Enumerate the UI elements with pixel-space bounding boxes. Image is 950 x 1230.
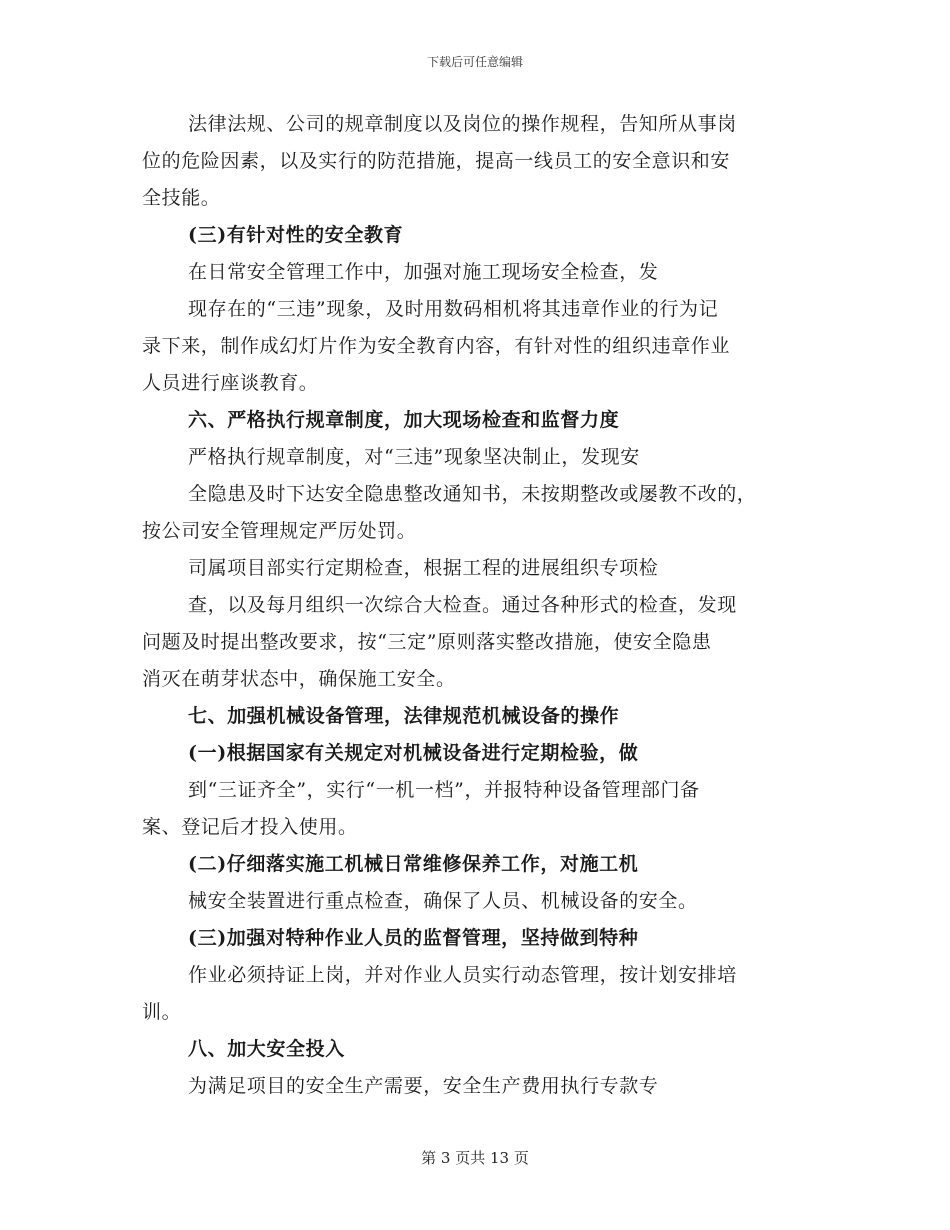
section-heading: (三)有针对性的安全教育 (188, 224, 404, 246)
paragraph-line: 在日常安全管理工作中，加强对施工现场安全检查，发 (188, 261, 659, 283)
document-body (142, 106, 812, 1105)
paragraph-line: 人员进行座谈教育。 (142, 372, 319, 394)
section-heading: 六、严格执行规章制度，加大现场检查和监督力度 (188, 409, 620, 431)
paragraph-line: 消灭在萌芽状态中，确保施工安全。 (142, 668, 456, 690)
section-heading: (三)加强对特种作业人员的监督管理，坚持做到特种 (188, 927, 639, 949)
paragraph-line: 录下来，制作成幻灯片作为安全教育内容，有针对性的组织违章作业 (142, 335, 731, 357)
paragraph-line: 问题及时提出整改要求，按“三定”原则落实整改措施，使安全隐患 (142, 631, 712, 653)
paragraph-line: 为满足项目的安全生产需要，安全生产费用执行专款专 (188, 1075, 659, 1097)
paragraph-line: 司属项目部实行定期检查，根据工程的进展组织专项检 (188, 557, 659, 579)
paragraph-line: 法律法规、公司的规章制度以及岗位的操作规程，告知所从事岗 (188, 113, 737, 135)
section-heading: 八、加大安全投入 (188, 1038, 345, 1060)
paragraph-line: 械安全装置进行重点检查，确保了人员、机械设备的安全。 (188, 890, 698, 912)
paragraph-line: 案、登记后才投入使用。 (142, 816, 358, 838)
paragraph-line: 作业必须持证上岗，并对作业人员实行动态管理，按计划安排培 (188, 964, 737, 986)
page-footer: 第 3 页共 13 页 (421, 1149, 529, 1167)
page-header: 下载后可任意编辑 (426, 55, 523, 69)
paragraph-line: 全隐患及时下达安全隐患整改通知书，未按期整改或屡教不改的， (188, 483, 757, 505)
paragraph-line: 严格执行规章制度，对“三违”现象坚决制止，发现安 (188, 446, 640, 468)
section-heading: (一)根据国家有关规定对机械设备进行定期检验，做 (188, 742, 639, 764)
section-heading: (二)仔细落实施工机械日常维修保养工作，对施工机 (188, 853, 639, 875)
paragraph-line: 训。 (142, 1001, 182, 1023)
section-heading: 七、加强机械设备管理，法律规范机械设备的操作 (188, 705, 620, 727)
paragraph-line: 位的危险因素，以及实行的防范措施，提高一线员工的安全意识和安 (142, 150, 731, 172)
paragraph-line: 按公司安全管理规定严厉处罚。 (142, 520, 417, 542)
paragraph-line: 全技能。 (142, 187, 221, 209)
paragraph-line: 查，以及每月组织一次综合大检查。通过各种形式的检查，发现 (188, 594, 737, 616)
paragraph-line: 现存在的“三违”现象，及时用数码相机将其违章作业的行为记 (188, 298, 719, 320)
paragraph-line: 到“三证齐全”，实行“一机一档”，并报特种设备管理部门备 (188, 779, 700, 801)
